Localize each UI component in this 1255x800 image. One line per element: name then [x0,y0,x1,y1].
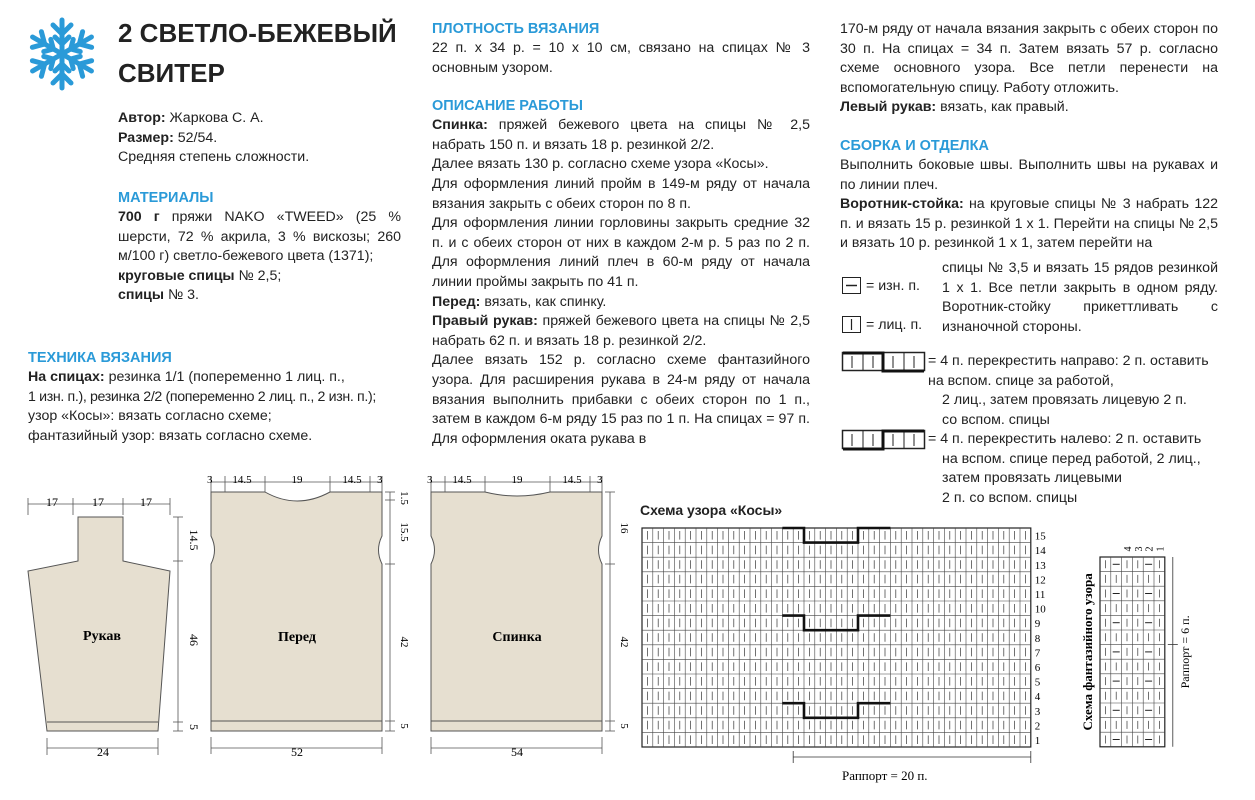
sleeve-right-dim-2: 46 [187,634,201,646]
snowflake-icon [26,14,98,94]
col-number: 1 [1155,546,1167,552]
row-number: 7 [1034,647,1041,660]
front-top-dim-1: 3 [207,474,213,486]
sleeve-continued: 170-м ряду от начала вязания закрыть с обеих сторон по 30 п. На спицах = 34 п. Затем вязать 57 р. согласно схеме основного узора. Все петли перенести на вспомогательную спицу. Работу отложить. [840,21,1218,96]
knit-legend-text: = лиц. п. [866,317,923,333]
needles-value: № 3. [164,287,199,304]
back-bottom-dim: 54 [511,745,523,759]
front-label: Перед: [432,293,481,310]
right-sleeve-text: пряжей бежевого цвета на спицы № 2,5 набрать 62 п. и вязать 18 р. резинкой 2/2. [432,313,810,349]
back-label: Спинка: [432,117,488,134]
cross-left-line-1: = 4 п. перекрестить налево: 2 п. оставить [928,431,1202,447]
front-bottom-dim: 52 [291,745,303,759]
front-right-dim-3: 42 [398,636,410,648]
cross-right-line-1: = 4 п. перекрестить направо: 2 п. оставить на вспом. спице за работой, [928,353,1209,389]
materials-heading: МАТЕРИАЛЫ [118,190,214,206]
right-sleeve-label: Правый рукав: [432,313,538,330]
title-line-1: 2 СВЕТЛО-БЕЖЕВЫЙ [118,18,397,48]
cross-left-legend [928,430,1218,508]
braid-chart [640,520,1060,783]
row-number: 1 [1034,735,1041,747]
back-paragraph-2: Далее вязать 130 р. согласно схеме узора «Косы». [432,156,769,173]
technique-line-2: 1 изн. п.), резинка 2/2 (попеременно 2 лиц. п., 2 изн. п.); [28,388,376,405]
on-needles-label: На спицах: [28,369,105,385]
row-number: 12 [1034,574,1046,587]
braid-repeat-label: Раппорт = 20 п. [842,768,928,783]
col-number: 3 [1133,546,1145,552]
back-paragraph-3: Для оформления линий пройм в 149-м ряду от начала вязания закрыть с обеих сторон по 8 п. [432,175,810,212]
front-text: вязать, как спинку. [480,293,607,310]
back-text: пряжей бежевого цвета на спицы № 2,5 набрать 150 п. и вязать 18 р. резинкой 2/2. [432,117,810,153]
technique-heading: ТЕХНИКА ВЯЗАНИЯ [28,350,172,366]
cross-right-line-2: 2 лиц., затем провязать лицевую 2 п. [942,392,1187,409]
left-sleeve-label: Левый рукав: [840,99,937,116]
fancy-chart [1074,535,1204,760]
technique-line-4: фантазийный узор: вязать согласно схеме. [28,427,313,444]
fancy-repeat-label: Раппорт = 6 п. [1177,615,1192,689]
author-value: Жаркова С. А. [165,110,264,126]
fancy-chart-title: Схема фантазийного узора [1080,573,1095,731]
front-right-dim-2: 15.5 [398,522,410,542]
size-label: Размер: [118,129,174,146]
cross-left-line-3: затем провязать лицевыми [942,470,1122,487]
collar-text: на круговые спицы № 3 набрать 122 п. и вязать 15 р. резинкой 1 х 1. Перейти на спицы № 2,5 и вязать 10 р. резинкой 1 х 1, затем перейти на [840,196,1218,252]
row-number: 4 [1034,691,1041,704]
technique-line-3: узор «Косы»: вязать согласно схеме; [28,408,272,425]
back-top-dim-4: 14.5 [562,474,582,486]
circular-needles-value: № 2,5; [234,267,282,284]
front-right-dim-1: 1.5 [398,491,410,505]
sleeve-top-dim-2: 17 [92,495,104,509]
cross-right-legend [928,352,1218,430]
front-top-dim-4: 14.5 [342,474,362,486]
sleeve-top-dim-1: 17 [46,495,58,509]
sleeve-right-dim-3: 5 [187,724,201,730]
back-right-dim-3: 5 [618,723,630,729]
assembly-text: Выполнить боковые швы. Выполнить швы на рукавах и по линии плеч. [840,156,1218,193]
back-pattern [425,472,635,762]
row-number: 11 [1034,589,1046,601]
braid-chart-title: Схема узора «Косы» [640,502,783,518]
needles-label: спицы [118,287,165,304]
sleeve-pattern [0,490,210,760]
back-top-dim-5: 3 [597,474,603,486]
collar-continued: спицы № 3,5 и вязать 15 рядов резинкой 1 х 1. Все петли закрыть в одном ряду. Воротник-стойку прикеттливать с изнаночной стороны. [942,260,1218,335]
front-top-dim-5: 3 [377,474,383,486]
knit-symbol-icon [842,316,862,334]
front-pattern [205,472,415,762]
author-label: Автор: [118,110,166,126]
page-title [118,16,397,90]
purl-legend-text: = изн. п. [866,278,920,294]
column-2 [432,20,810,449]
front-label: Перед [277,630,317,645]
front-right-dim-4: 5 [398,723,410,729]
row-number: 9 [1034,618,1041,631]
front-top-dim-3: 19 [291,474,303,486]
back-label: Спинка [492,630,542,645]
meta-block [118,109,403,168]
sleeve-label: Рукав [83,629,121,644]
assembly-heading: СБОРКА И ОТДЕЛКА [840,137,989,154]
back-right-dim-1: 16 [618,522,630,534]
row-number: 5 [1034,676,1041,689]
back-paragraph-4: Для оформления линии горловины закрыть средние 32 п. и с обеих сторон от них в каждом 2-м р. 5 раз по 2 п. Для оформления линий плеч в 60-м ряду от начала линии проймы закрыть по 41 п. [432,215,810,290]
sleeve-bottom-dim: 24 [97,745,109,759]
row-number: 2 [1034,720,1041,733]
back-top-dim-2: 14.5 [452,474,472,486]
difficulty-text: Средняя степень сложности. [118,149,310,166]
back-top-dim-3: 19 [511,474,523,486]
row-number: 13 [1034,559,1046,572]
cross-right-symbol-icon [842,352,926,372]
technique-line-1: резинка 1/1 (попеременно 1 лиц. п., [104,369,345,385]
back-right-dim-2: 42 [618,636,630,648]
size-value: 52/54. [173,129,218,146]
description-heading: ОПИСАНИЕ РАБОТЫ [432,98,583,115]
column-3 [840,20,1218,254]
materials-section [118,189,401,306]
purl-symbol-icon [842,277,862,295]
col-number: 2 [1144,546,1156,552]
collar-label: Воротник-стойка: [840,196,964,213]
back-top-dim-1: 3 [427,474,433,486]
front-top-dim-2: 14.5 [232,474,252,486]
title-line-2: СВИТЕР [118,58,225,88]
row-number: 8 [1034,632,1041,645]
row-number: 14 [1034,545,1046,558]
col-number: 4 [1123,546,1134,552]
row-number: 15 [1034,530,1046,543]
sleeve-right-dim-1: 14.5 [187,529,201,551]
sleeve-top-dim-3: 17 [140,495,152,509]
density-heading: ПЛОТНОСТЬ ВЯЗАНИЯ [432,21,600,37]
cross-left-line-2: на вспом. спице перед работой, 2 лиц., [942,450,1201,467]
cross-left-line-4: 2 п. со вспом. спицы [942,489,1078,506]
density-text: 22 п. х 34 р. = 10 х 10 см, связано на спицах № 3 основным узором. [432,40,810,76]
yarn-text: пряжи NAKO «TWEED» (25 % шерсти, 72 % акрила, 3 % вискозы; 260 м/100 г) светло-бежевого цвета (1371); [118,209,402,265]
sleeve-paragraph: Далее вязать 152 р. согласно схеме фантазийного узора. Для расширения рукава в 24-м ряду от начала вязания выполнить прибавки с обеих сторон по 1 п., затем в каждом 6-м ряду 15 раз по 1 п. На спицах = 97 п. Для оформления оката рукава в [432,352,810,447]
yarn-amount: 700 г [118,209,160,225]
row-number: 6 [1034,662,1041,674]
braid-grid [642,528,1046,783]
row-number: 10 [1034,603,1046,616]
row-number: 3 [1034,705,1041,718]
left-sleeve-text: вязать, как правый. [936,99,1069,116]
technique-section [28,349,402,446]
circular-needles-label: круговые спицы [118,267,235,284]
fancy-grid [1080,547,1192,747]
cross-right-line-3: со вспом. спицы [942,411,1050,428]
cross-left-symbol-icon [842,430,926,450]
